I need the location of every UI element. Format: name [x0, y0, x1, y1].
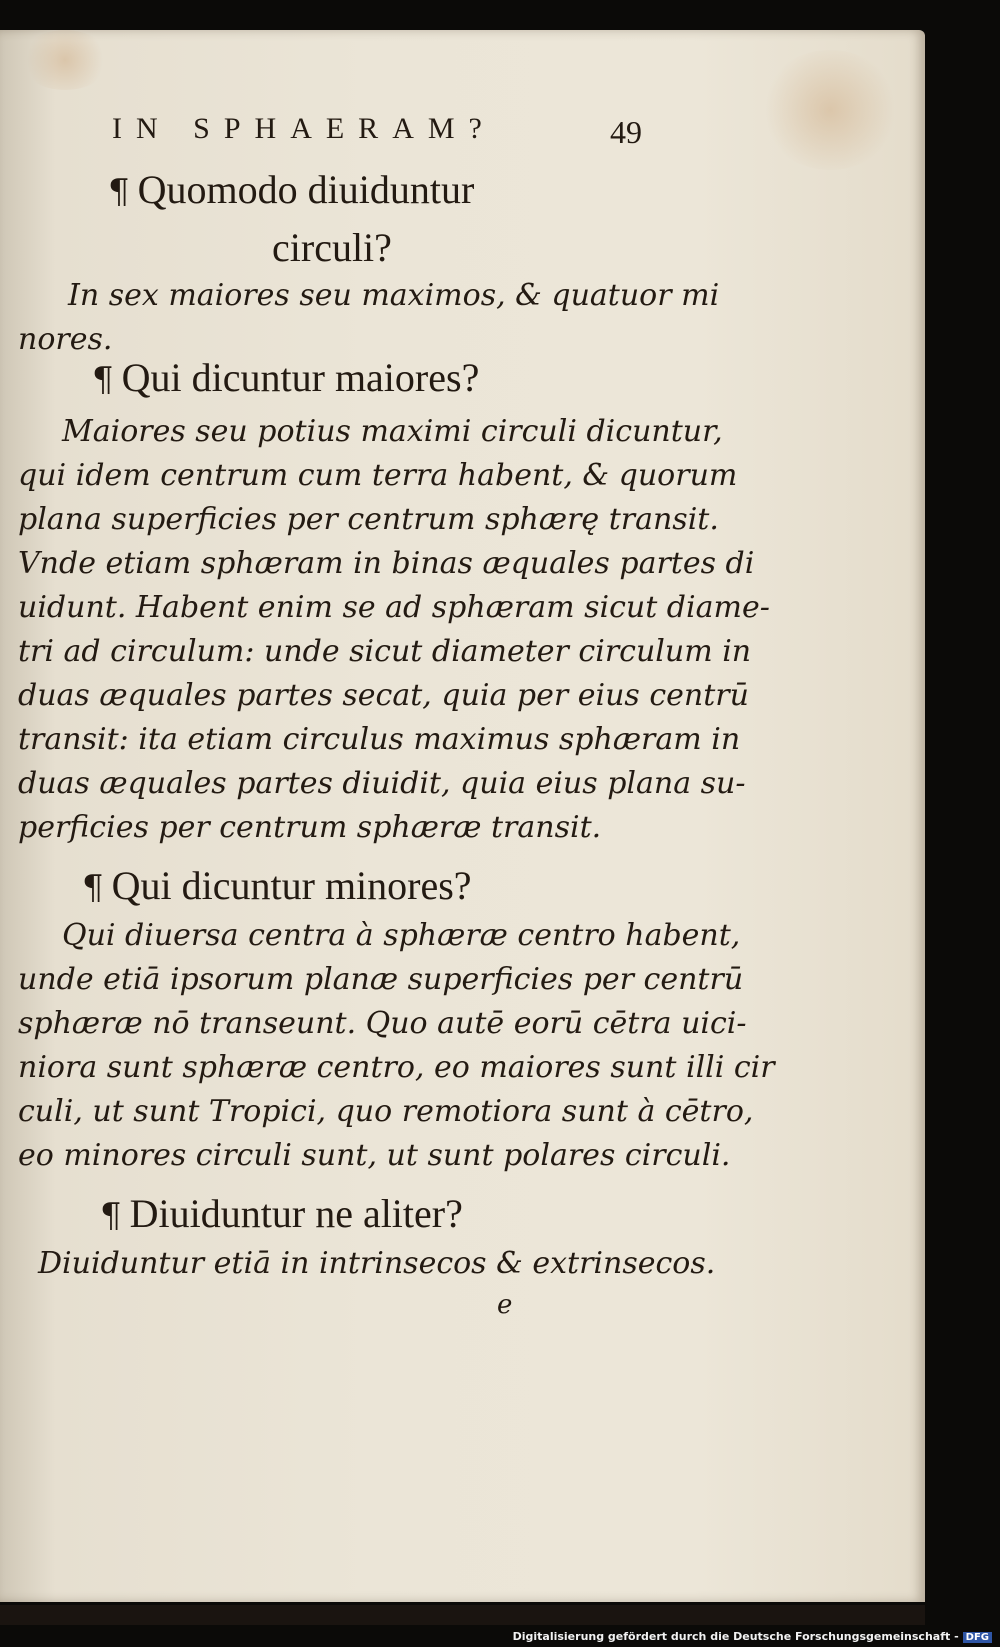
body-line: eo minores circuli sunt, ut sunt polares circuli.	[18, 1138, 731, 1173]
heading-line: Qui dicuntur minores?	[111, 863, 472, 908]
body-line: Vnde etiam sphæram in binas æquales partes di	[18, 546, 755, 581]
body-line: In sex maiores seu maximos, & quatuor mi	[68, 278, 720, 313]
page-edge-shadow	[0, 1605, 925, 1625]
body-line: niora sunt sphæræ centro, eo maiores sunt illi cir	[18, 1050, 775, 1085]
credit-text: Digitalisierung gefördert durch die Deutsche Forschungsgemeinschaft -	[512, 1630, 959, 1643]
body-line: Qui diuersa centra à sphæræ centro habent,	[62, 918, 741, 953]
catchword: e	[497, 1290, 513, 1320]
section-heading	[100, 1190, 463, 1237]
dfg-logo: DFG	[963, 1632, 992, 1643]
paper-stain	[20, 30, 110, 90]
body-line: transit: ita etiam circulus maximus sphæram in	[18, 722, 741, 757]
body-line: duas æquales partes secat, quia per eius centrū	[18, 678, 749, 713]
section-heading	[92, 354, 479, 401]
body-line: unde etiā ipsorum planæ superficies per centrū	[18, 962, 744, 997]
paragraph-mark-icon: ¶	[108, 172, 130, 212]
body-line: plana superficies per centrum sphærę transit.	[18, 502, 719, 537]
body-line: culi, ut sunt Tropici, quo remotiora sunt à cētro,	[18, 1094, 754, 1129]
body-line: tri ad circulum: unde sicut diameter circulum in	[18, 634, 752, 669]
body-line: qui idem centrum cum terra habent, & quorum	[18, 458, 738, 493]
section-heading	[108, 166, 474, 213]
section-heading-cont	[272, 224, 392, 271]
body-line: perficies per centrum sphæræ transit.	[18, 810, 602, 845]
paragraph-mark-icon: ¶	[100, 1196, 122, 1236]
section-heading	[82, 862, 472, 909]
paragraph-mark-icon: ¶	[82, 868, 104, 908]
body-line: nores.	[18, 322, 113, 357]
paragraph-mark-icon: ¶	[92, 360, 114, 400]
body-line: uidunt. Habent enim se ad sphæram sicut diame-	[18, 590, 770, 625]
heading-line: Quomodo diuiduntur	[137, 167, 475, 212]
body-line: Maiores seu potius maximi circuli dicuntur,	[62, 414, 723, 449]
heading-line: circuli?	[272, 225, 392, 270]
heading-line: Diuiduntur ne aliter?	[129, 1191, 463, 1236]
paper-stain	[760, 50, 900, 170]
heading-line: Qui dicuntur maiores?	[121, 355, 480, 400]
running-head: IN SPHAERAM?	[112, 112, 496, 145]
body-line: duas æquales partes diuidit, quia eius plana su-	[18, 766, 746, 801]
digitization-credit	[513, 1630, 992, 1643]
page-number: 49	[610, 114, 642, 150]
body-line: Diuiduntur etiā in intrinsecos & extrinsecos.	[38, 1246, 716, 1281]
body-line: sphæræ nō transeunt. Quo autē eorū cētra uici-	[18, 1006, 747, 1041]
